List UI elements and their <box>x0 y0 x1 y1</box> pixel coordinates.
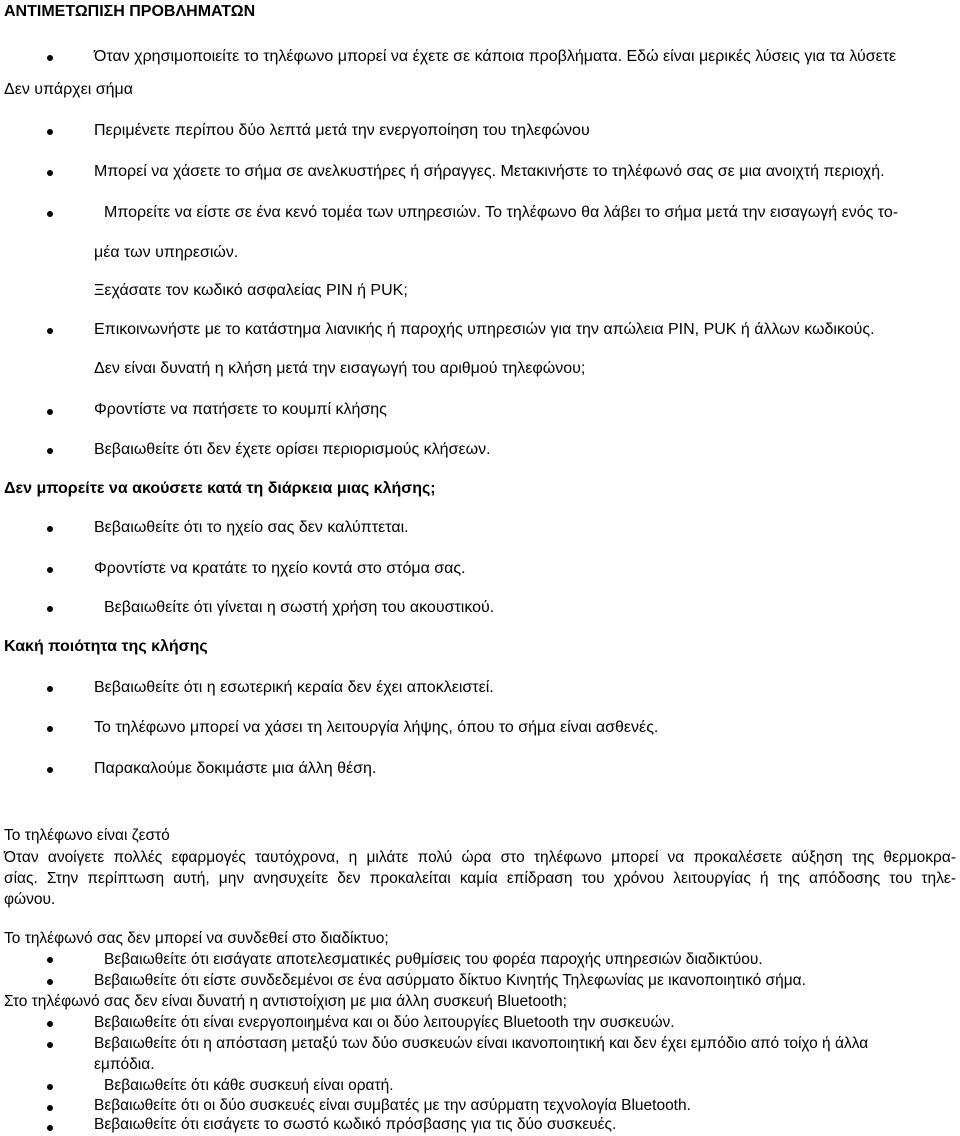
list-item: Βεβαιωθείτε ότι είστε συνδεδεμένοι σε ένα ασύρματο δίκτυο Κινητής Τηλεφωνίας με ικανοποιητικό σήμα. <box>94 972 806 989</box>
list-item: Βεβαιωθείτε ότι εισάγατε αποτελεσματικές ρυθμίσεις του φορέα παροχής υπηρεσιών διαδικτύου. <box>104 951 763 968</box>
bullet-icon <box>47 606 53 612</box>
bullet-icon <box>47 55 53 61</box>
list-item: Βεβαιωθείτε ότι δεν έχετε ορίσει περιορισμούς κλήσεων. <box>94 441 491 458</box>
bullet-icon <box>47 1021 53 1027</box>
bullet-icon <box>47 448 53 454</box>
list-item: Βεβαιωθείτε ότι το ηχείο σας δεν καλύπτεται. <box>94 519 409 536</box>
section-heading-quality: Κακή ποιότητα της κλήσης <box>4 638 208 655</box>
list-item: Βεβαιωθείτε ότι γίνεται η σωστή χρήση του ακουστικού. <box>104 599 495 616</box>
bullet-icon <box>47 567 53 573</box>
bullet-icon <box>47 957 53 963</box>
bullet-icon <box>47 726 53 732</box>
list-item: Βεβαιωθείτε ότι οι δύο συσκευές είναι συμβατές με την ασύρματη τεχνολογία Bluetooth. <box>94 1097 691 1114</box>
bullet-icon <box>47 211 53 217</box>
paragraph-line: σίας. Στην περίπτωση αυτή, μην ανησυχείτε δεν προκαλείται καμία επίδραση του χρόνου λειτουργίας ή της απόδοσης του τηλε- <box>4 870 956 887</box>
list-item: Φροντίστε να πατήσετε το κουμπί κλήσης <box>94 401 387 418</box>
list-item: Παρακαλούμε δοκιμάστε μια άλλη θέση. <box>94 760 377 777</box>
section-heading-hear: Δεν μπορείτε να ακούσετε κατά τη διάρκεια μιας κλήσης; <box>4 480 436 497</box>
list-item: Βεβαιωθείτε ότι κάθε συσκευή είναι ορατή. <box>104 1077 394 1094</box>
bullet-icon <box>47 129 53 135</box>
list-item: Το τηλέφωνο μπορεί να χάσει τη λειτουργία λήψης, όπου το σήμα είναι ασθενές. <box>94 719 659 736</box>
list-item-continuation: μέα των υπηρεσιών. <box>94 244 239 261</box>
bullet-icon <box>47 1105 53 1111</box>
list-item: Επικοινωνήστε με το κατάστημα λιανικής ή παροχής υπηρεσιών για την απώλεια PIN, PUK ή άλλων κωδικούς. <box>94 321 875 338</box>
list-item: Φροντίστε να κρατάτε το ηχείο κοντά στο στόμα σας. <box>94 560 466 577</box>
section-heading-call: Δεν είναι δυνατή η κλήση μετά την εισαγωγή του αριθμού τηλεφώνου; <box>94 360 586 377</box>
bullet-icon <box>47 328 53 334</box>
bullet-icon <box>47 686 53 692</box>
section-heading-pin: Ξεχάσατε τον κωδικό ασφαλείας PIN ή PUK; <box>94 282 408 299</box>
bullet-icon <box>47 767 53 773</box>
list-item: Μπορείτε να είστε σε ένα κενό τομέα των υπηρεσιών. Το τηλέφωνο θα λάβει το σήμα μετά την εισαγωγή ενός το- <box>104 204 899 221</box>
bullet-icon <box>47 526 53 532</box>
list-item: Μπορεί να χάσετε το σήμα σε ανελκυστήρες ή σήραγγες. Μετακινήστε το τηλέφωνό σας σε μια ανοιχτή περιοχή. <box>94 163 885 180</box>
list-item: Βεβαιωθείτε ότι εισάγετε το σωστό κωδικό πρόσβασης για τις δύο συσκευές. <box>94 1116 617 1133</box>
section-heading-internet: Το τηλέφωνό σας δεν μπορεί να συνδεθεί στο διαδίκτυο; <box>4 930 389 947</box>
paragraph-line: φώνου. <box>4 891 56 908</box>
paragraph-line: Όταν ανοίγετε πολλές εφαρμογές ταυτόχρονα, η μιλάτε πολύ ώρα στο τηλέφωνο μπορεί να προκαλέσετε αύξηση της θερμοκρα- <box>4 849 956 866</box>
bullet-icon <box>47 170 53 176</box>
section-heading-bluetooth: Στο τηλέφωνό σας δεν είναι δυνατή η αντιστοίχιση με μια άλλη συσκευή Bluetooth; <box>4 993 567 1010</box>
bullet-icon <box>47 1125 53 1131</box>
page-title: ΑΝΤΙΜΕΤΩΠΙΣΗ ΠΡΟΒΛΗΜΑΤΩΝ <box>4 3 256 20</box>
bullet-icon <box>47 979 53 985</box>
bullet-icon <box>47 1084 53 1090</box>
section-heading-no-signal: Δεν υπάρχει σήμα <box>4 81 133 98</box>
list-item: Βεβαιωθείτε ότι είναι ενεργοποιημένα και οι δύο λειτουργίες Bluetooth την συσκευών. <box>94 1014 675 1031</box>
bullet-icon <box>47 409 53 415</box>
list-item: Περιμένετε περίπου δύο λεπτά μετά την ενεργοποίηση του τηλεφώνου <box>94 122 590 139</box>
intro-text: Όταν χρησιμοποιείτε το τηλέφωνο μπορεί να έχετε σε κάποια προβλήματα. Εδώ είναι μερικές λύσεις για τα λύσετε <box>94 48 897 65</box>
section-heading-hot: Το τηλέφωνο είναι ζεστό <box>4 827 170 844</box>
list-item-continuation: εμπόδια. <box>94 1056 155 1073</box>
list-item: Βεβαιωθείτε ότι η εσωτερική κεραία δεν έχει αποκλειστεί. <box>94 679 494 696</box>
bullet-icon <box>47 1042 53 1048</box>
list-item: Βεβαιωθείτε ότι η απόσταση μεταξύ των δύο συσκευών είναι ικανοποιητική και δεν έχει εμπόδιο από τοίχο ή άλλα <box>94 1035 869 1052</box>
